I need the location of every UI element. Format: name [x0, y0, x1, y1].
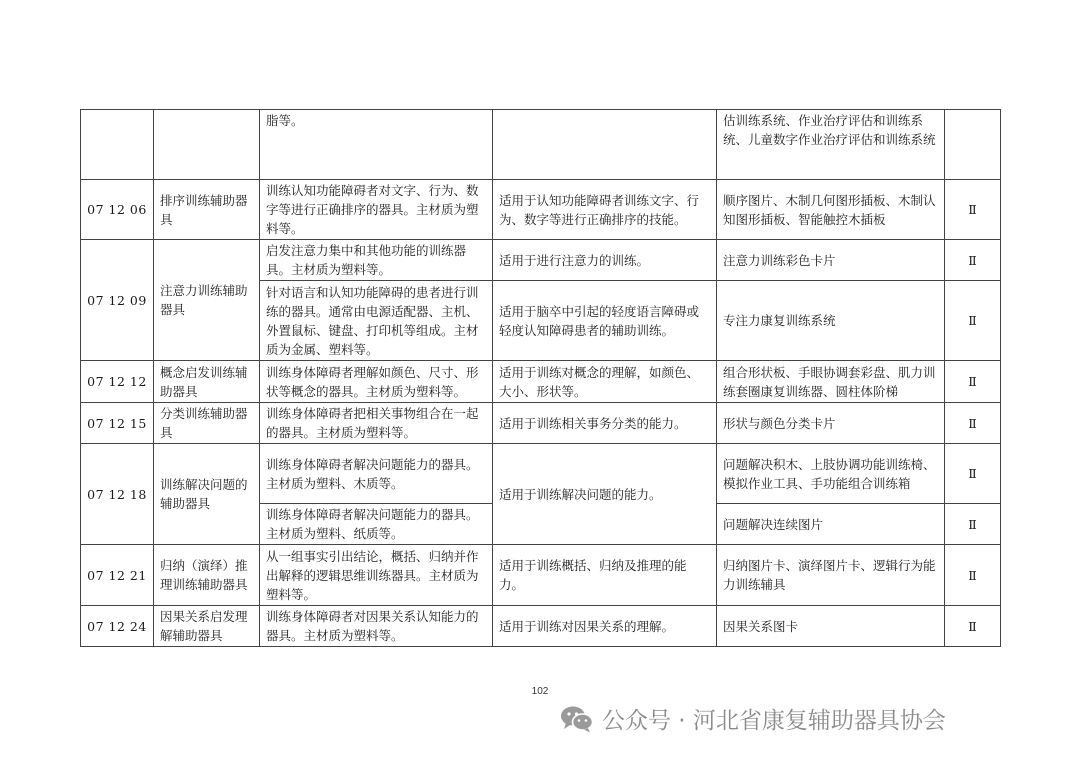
use-cell: 适用于认知功能障碍者训练文字、行为、数字等进行正确排序的技能。: [493, 180, 717, 240]
table-row: [81, 110, 1001, 180]
desc-cell: 训练身体障碍者理解如颜色、尺寸、形状等概念的器具。主材质为塑料等。: [260, 361, 493, 403]
class-cell: Ⅱ: [945, 545, 1001, 606]
table-row: [81, 403, 1001, 444]
class-cell: Ⅱ: [945, 606, 1001, 647]
desc-cell: 训练身体障碍者对因果关系认知能力的器具。主材质为塑料等。: [260, 606, 493, 647]
table-row: [81, 361, 1001, 403]
use-cell: 适用于训练对概念的理解，如颜色、大小、形状等。: [493, 361, 717, 403]
code-cell: 07 12 18: [81, 444, 154, 545]
products-cell: 问题解决连续图片: [717, 504, 945, 545]
desc-cell: 针对语言和认知功能障碍的患者进行训练的器具。通常由电源适配器、主机、外置鼠标、键盘、打印机等组成。主材质为金属、塑料等。: [260, 281, 493, 361]
class-cell: Ⅱ: [945, 240, 1001, 281]
products-cell: 注意力训练彩色卡片: [717, 240, 945, 281]
name-cell: 排序训练辅助器具: [154, 180, 260, 240]
wechat-icon: [560, 705, 594, 733]
table-row: [81, 240, 1001, 281]
use-cell: 适用于训练对因果关系的理解。: [493, 606, 717, 647]
name-cell: 注意力训练辅助器具: [154, 240, 260, 361]
table-row: [81, 606, 1001, 647]
name-cell: 分类训练辅助器具: [154, 403, 260, 444]
products-cell: 组合形状板、手眼协调套彩盘、肌力训练套圈康复训练器、圆柱体阶梯: [717, 361, 945, 403]
watermark: [560, 702, 946, 735]
code-cell: 07 12 24: [81, 606, 154, 647]
desc-cell: 训练身体障碍者解决问题能力的器具。主材质为塑料、木质等。: [260, 444, 493, 504]
desc-cell: 训练认知功能障碍者对文字、行为、数字等进行正确排序的器具。主材质为塑料等。: [260, 180, 493, 240]
class-cell: Ⅱ: [945, 180, 1001, 240]
use-cell: 适用于进行注意力的训练。: [493, 240, 717, 281]
class-cell: [945, 110, 1001, 180]
use-cell: 适用于训练解决问题的能力。: [493, 444, 717, 545]
table-row: [81, 545, 1001, 606]
use-cell: 适用于脑卒中引起的轻度语言障碍或轻度认知障碍患者的辅助训练。: [493, 281, 717, 361]
desc-cell: 训练身体障碍者解决问题能力的器具。主材质为塑料、纸质等。: [260, 504, 493, 545]
page-number: 102: [531, 686, 549, 697]
class-cell: Ⅱ: [945, 403, 1001, 444]
name-cell: [154, 110, 260, 180]
products-cell: 因果关系图卡: [717, 606, 945, 647]
table-row: [81, 180, 1001, 240]
desc-cell: 从一组事实引出结论，概括、归纳并作出解释的逻辑思维训练器具。主材质为塑料等。: [260, 545, 493, 606]
class-cell: Ⅱ: [945, 361, 1001, 403]
use-cell: 适用于训练相关事务分类的能力。: [493, 403, 717, 444]
name-cell: 归纳（演绎）推理训练辅助器具: [154, 545, 260, 606]
code-cell: 07 12 21: [81, 545, 154, 606]
catalog-table: [80, 109, 1001, 647]
class-cell: Ⅱ: [945, 504, 1001, 545]
products-cell: 形状与颜色分类卡片: [717, 403, 945, 444]
class-cell: Ⅱ: [945, 444, 1001, 504]
products-cell: 归纳图片卡、演绎图片卡、逻辑行为能力训练辅具: [717, 545, 945, 606]
code-cell: 07 12 09: [81, 240, 154, 361]
desc-cell: 训练身体障碍者把相关事物组合在一起的器具。主材质为塑料等。: [260, 403, 493, 444]
use-cell: 适用于训练概括、归纳及推理的能力。: [493, 545, 717, 606]
table-row: [81, 444, 1001, 504]
name-cell: 因果关系启发理解辅助器具: [154, 606, 260, 647]
code-cell: 07 12 15: [81, 403, 154, 444]
code-cell: 07 12 12: [81, 361, 154, 403]
watermark-text: 公众号 · 河北省康复辅助器具协会: [602, 708, 946, 734]
products-cell: 顺序图片、木制几何图形插板、木制认知图形插板、智能触控木插板: [717, 180, 945, 240]
name-cell: 训练解决问题的辅助器具: [154, 444, 260, 545]
desc-cell: 启发注意力集中和其他功能的训练器具。主材质为塑料等。: [260, 240, 493, 281]
use-cell: [493, 110, 717, 180]
products-cell: 估训练系统、作业治疗评估和训练系统、儿童数字作业治疗评估和训练系统: [717, 110, 945, 180]
products-cell: 问题解决积木、上肢协调功能训练椅、模拟作业工具、手功能组合训练箱: [717, 444, 945, 504]
name-cell: 概念启发训练辅助器具: [154, 361, 260, 403]
code-cell: [81, 110, 154, 180]
desc-cell: 脂等。: [260, 110, 493, 180]
code-cell: 07 12 06: [81, 180, 154, 240]
products-cell: 专注力康复训练系统: [717, 281, 945, 361]
class-cell: Ⅱ: [945, 281, 1001, 361]
